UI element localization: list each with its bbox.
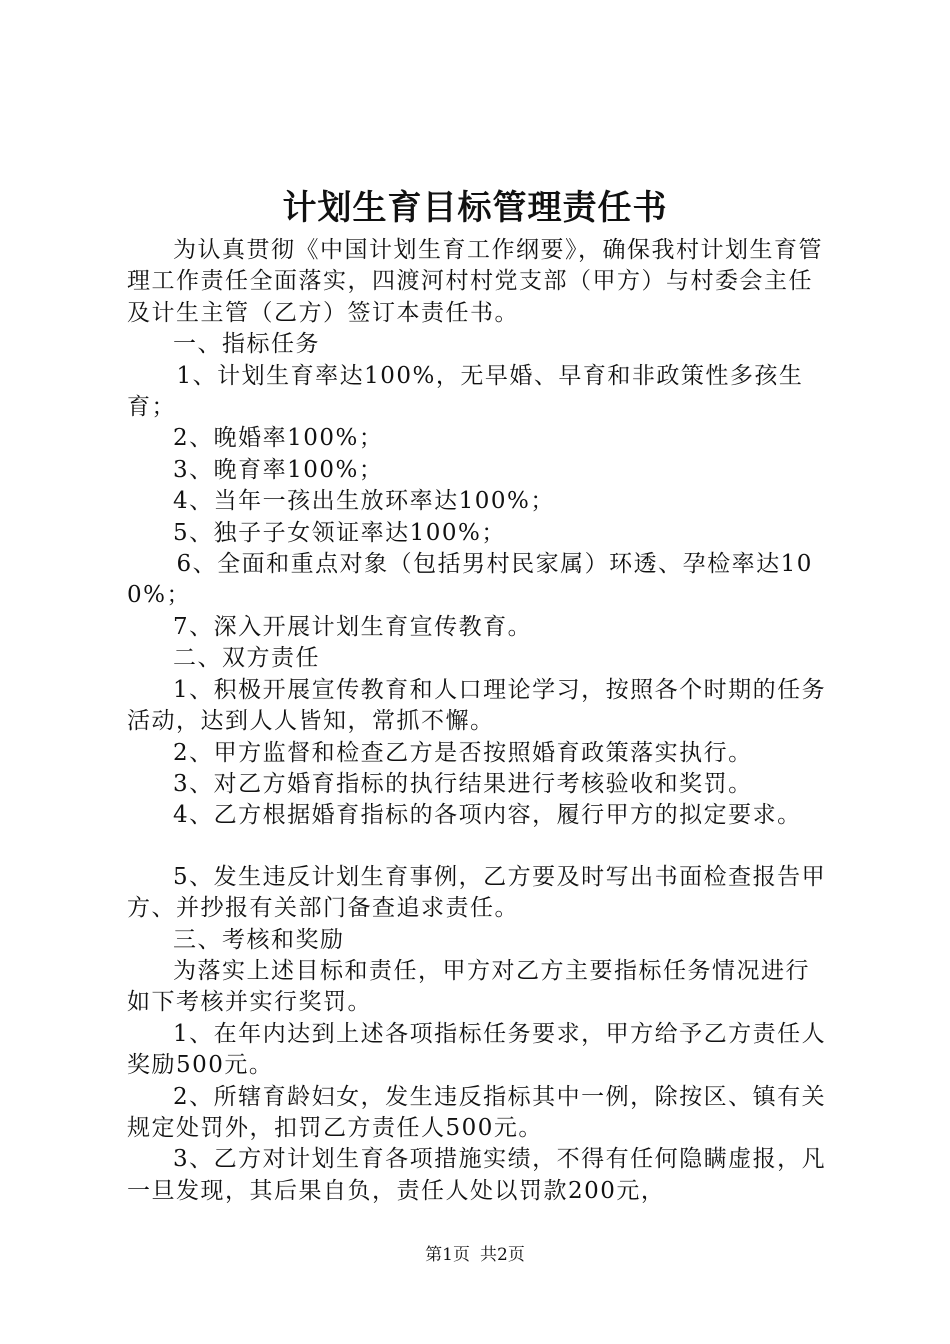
target-item-5: 5、独子子女领证率达100%； — [173, 519, 506, 546]
page-number: 第1页 — [425, 1245, 470, 1265]
section-heading-responsibilities: 二、双方责任 — [173, 645, 320, 672]
target-item-7: 7、深入开展计划生育宣传教育。 — [173, 613, 533, 640]
assessment-item-2: 2、所辖育龄妇女，发生违反指标其中一例，除按区、镇有关规定处罚外，扣罚乙方责任人500元。 — [127, 1083, 827, 1141]
intro-paragraph: 为认真贯彻《中国计划生育工作纲要》，确保我村计划生育管理工作责任全面落实，四渡河村村党支部（甲方）与村委会主任及计生主管（乙方）签订本责任书。 — [127, 237, 823, 326]
section-heading-assessment: 三、考核和奖励 — [173, 926, 345, 953]
responsibility-item-4: 4、乙方根据婚育指标的各项内容，履行甲方的拟定要求。 — [173, 802, 802, 829]
target-item-1: 1、计划生育率达100%，无早婚、早育和非政策性多孩生育； — [127, 362, 804, 421]
page-total: 共2页 — [480, 1245, 525, 1265]
assessment-intro: 为落实上述目标和责任，甲方对乙方主要指标任务情况进行如下考核并实行奖罚。 — [127, 957, 810, 1016]
section-heading-targets: 一、指标任务 — [173, 331, 320, 358]
target-item-4: 4、当年一孩出生放环率达100%； — [173, 488, 555, 515]
target-item-3: 3、晚育率100%； — [173, 456, 384, 483]
assessment-item-1: 1、在年内达到上述各项指标任务要求，甲方给予乙方责任人奖励500元。 — [127, 1020, 827, 1079]
document-title: 计划生育目标管理责任书 — [282, 188, 668, 228]
assessment-item-3: 3、乙方对计划生育各项措施实绩，不得有任何隐瞒虚报，凡一旦发现，其后果自负，责任人处以罚款200元， — [127, 1146, 827, 1204]
responsibility-item-5: 5、发生违反计划生育事例，乙方要及时写出书面检查报告甲方、并抄报有关部门备查追求责任。 — [127, 863, 827, 922]
target-item-6: 6、全面和重点对象（包括男村民家属）环透、孕检率达100%； — [127, 551, 813, 609]
target-item-2: 2、晚婚率100%； — [173, 425, 384, 452]
document-body — [127, 235, 833, 1207]
page-footer — [0, 1243, 950, 1267]
responsibility-item-2: 2、甲方监督和检查乙方是否按照婚育政策落实执行。 — [173, 739, 753, 766]
paragraph-gap — [127, 832, 833, 862]
responsibility-item-3: 3、对乙方婚育指标的执行结果进行考核验收和奖罚。 — [173, 770, 753, 797]
responsibility-item-1: 1、积极开展宣传教育和人口理论学习，按照各个时期的任务活动，达到人人皆知，常抓不懈。 — [127, 676, 827, 735]
